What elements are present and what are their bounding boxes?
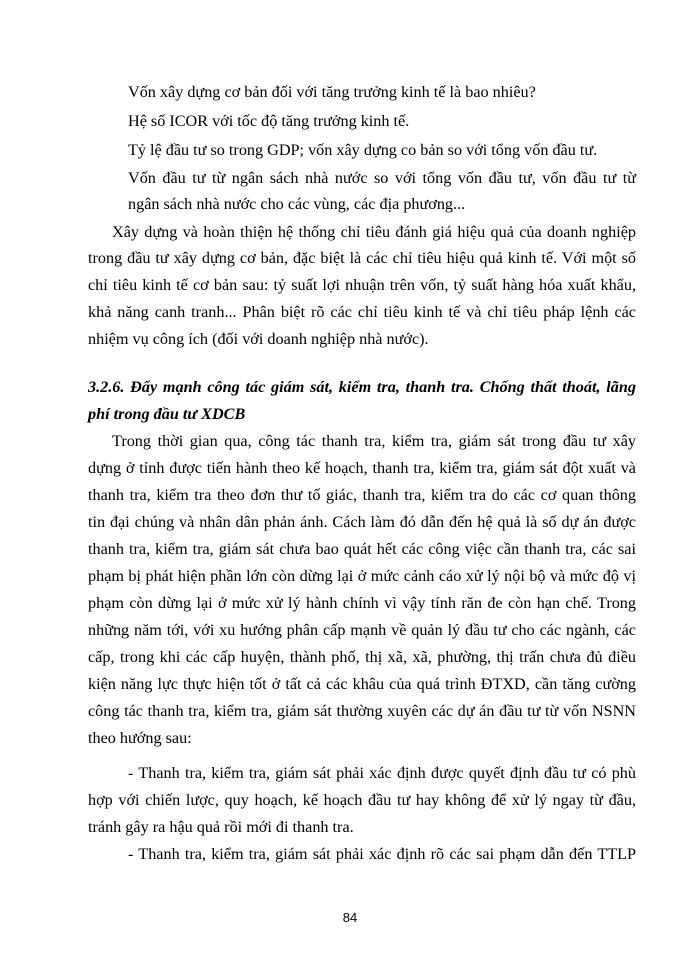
bullet-1-line-1: - Thanh tra, kiểm tra, giám sát phải xác định được quyết định đầu tư có phù (128, 764, 636, 782)
bullet-2-line-1: - Thanh tra, kiểm tra, giám sát phải xác định rõ các sai phạm dẫn đến TTLP (128, 845, 636, 863)
paragraph-2-line-3: thanh tra, kiểm tra theo đơn thư tố giác, thanh tra, kiểm tra do các cơ quan thông (88, 486, 636, 504)
paragraph-2-line-4: tin đại chúng và nhân dân phản ánh. Cách làm đó dẫn đến hệ quả là số dự án được (88, 513, 636, 531)
paragraph-1-line-5: nhiệm vụ công ích (đối với doanh nghiệp nhà nước). (88, 330, 429, 348)
paragraph-2-line-7: phạm còn dừng lại ở mức xử lý hành chính vì vậy tính răn đe còn hạn chế. Trong (88, 594, 636, 612)
page-number: 84 (342, 910, 358, 925)
paragraph-1-line-3: chỉ tiêu kinh tế cơ bản sau: tỷ suất lợi nhuận trên vốn, tỷ suất hàng hóa xuất khẩu, (88, 276, 636, 294)
paragraph-2-line-10: kiện năng lực thực hiện tốt ở tất cả các khâu của quá trình ĐTXD, cần tăng cường (88, 675, 636, 693)
section-heading-line-2: phí trong đầu tư XDCB (88, 405, 246, 423)
question-line-4: Vốn đầu tư từ ngân sách nhà nước so với tổng vốn đầu tư, vốn đầu tư từ (128, 169, 636, 187)
paragraph-2-line-1: Trong thời gian qua, công tác thanh tra, kiểm tra, giám sát trong đầu tư xây (112, 432, 636, 450)
paragraph-2-line-8: những năm tới, với xu hướng phân cấp mạnh về quản lý đầu tư cho các ngành, các (88, 621, 636, 639)
paragraph-1-line-4: khả năng canh tranh... Phân biệt rõ các chỉ tiêu kinh tế và chỉ tiêu pháp lệnh các (88, 303, 636, 321)
paragraph-2-line-6: phạm bị phát hiện phần lớn còn dừng lại ở mức cảnh cáo xử lý nội bộ và mức độ vị (88, 567, 636, 585)
question-line-3: Tỷ lệ đầu tư so trong GDP; vốn xây dựng co bản so với tổng vốn đầu tư. (128, 141, 598, 159)
bullet-1-line-3: tránh gây ra hậu quả rồi mới đi thanh tra. (88, 818, 354, 836)
paragraph-2-line-2: dựng ở tỉnh được tiến hành theo kế hoạch, thanh tra, kiểm tra, giám sát đột xuất và (88, 459, 636, 477)
question-line-1: Vốn xây dựng cơ bản đối với tăng trưởng kinh tế là bao nhiêu? (128, 83, 536, 101)
question-line-2: Hệ số ICOR với tốc độ tăng trưởng kinh tế. (128, 112, 410, 130)
paragraph-2-line-12: theo hướng sau: (88, 729, 192, 747)
question-line-5: ngân sách nhà nước cho các vùng, các địa phương... (128, 195, 466, 213)
section-heading-line-1: 3.2.6. Đẩy mạnh công tác giám sát, kiểm tra, thanh tra. Chống thất thoát, lãng (88, 378, 636, 396)
paragraph-2-line-5: thanh tra, kiểm tra, giám sát chưa bao quát hết các công việc cần thanh tra, các sai (88, 540, 636, 558)
bullet-1-line-2: hợp với chiến lược, quy hoạch, kế hoạch đầu tư hay không để xử lý ngay từ đầu, (88, 791, 636, 809)
paragraph-1-line-1: Xây dựng và hoàn thiện hệ thống chỉ tiêu đánh giá hiệu quả của doanh nghiệp (112, 223, 636, 241)
paragraph-2-line-11: công tác thanh tra, kiểm tra, giám sát thường xuyên các dự án đầu tư từ vốn NSNN (88, 702, 636, 720)
paragraph-2-line-9: cấp, trong khi các cấp huyện, thành phố, thị xã, xã, phường, thị trấn chưa đủ điều (88, 648, 636, 666)
paragraph-1-line-2: trong đầu tư xây dựng cơ bản, đặc biệt là các chỉ tiêu hiệu quả kinh tế. Với một số (88, 249, 636, 267)
